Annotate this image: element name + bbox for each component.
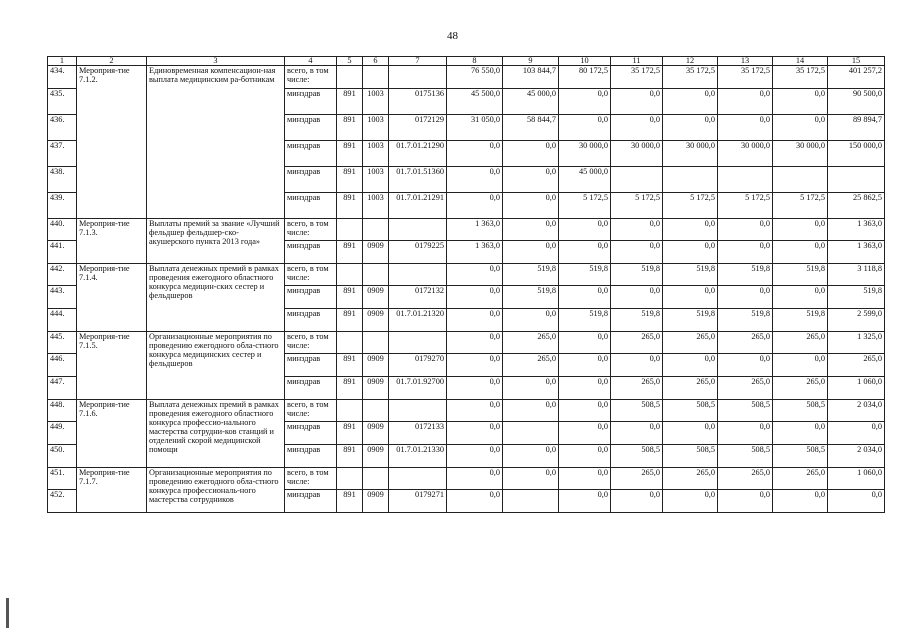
year-value-cell: 103 844,7 bbox=[503, 66, 559, 89]
year-value-cell: 30 000,0 bbox=[718, 141, 773, 167]
event-cell: Мероприя-тие 7.1.3. bbox=[77, 219, 147, 264]
row-number-cell: 448. bbox=[48, 400, 77, 422]
section-code-cell: 1003 bbox=[363, 167, 389, 193]
section-code-cell: 0909 bbox=[363, 309, 389, 332]
budget-code-cell: 891 bbox=[337, 445, 363, 468]
budget-code-cell bbox=[337, 219, 363, 241]
year-value-cell: 519,8 bbox=[773, 309, 828, 332]
year-value-cell: 519,8 bbox=[503, 286, 559, 309]
section-code-cell: 0909 bbox=[363, 354, 389, 377]
executor-cell: всего, в том числе: bbox=[285, 400, 337, 422]
year-value-cell: 0,0 bbox=[559, 422, 611, 445]
target-article-cell bbox=[389, 219, 447, 241]
target-article-cell: 0172133 bbox=[389, 422, 447, 445]
year-value-cell: 0,0 bbox=[773, 219, 828, 241]
year-value-cell: 30 000,0 bbox=[559, 141, 611, 167]
description-cell: Выплата денежных премий в рамках проведения ежегодного областного конкурса профессио-нального мастерства сотрудни-ков станций и отделений скорой медицинской помощи bbox=[147, 400, 285, 468]
scan-edge-mark bbox=[6, 598, 9, 628]
year-value-cell bbox=[718, 167, 773, 193]
year-value-cell: 0,0 bbox=[503, 167, 559, 193]
year-value-cell: 0,0 bbox=[503, 141, 559, 167]
column-header: 11 bbox=[611, 57, 663, 66]
year-value-cell: 265,0 bbox=[718, 332, 773, 354]
year-value-cell: 0,0 bbox=[503, 468, 559, 490]
year-value-cell: 0,0 bbox=[447, 468, 503, 490]
year-value-cell: 265,0 bbox=[663, 332, 718, 354]
column-header: 9 bbox=[503, 57, 559, 66]
year-value-cell: 5 172,5 bbox=[663, 193, 718, 219]
year-value-cell: 519,8 bbox=[663, 309, 718, 332]
year-value-cell: 0,0 bbox=[611, 354, 663, 377]
row-number-cell: 440. bbox=[48, 219, 77, 241]
target-article-cell: 01.7.01.21320 bbox=[389, 309, 447, 332]
total-value-cell: 1 325,0 bbox=[828, 332, 885, 354]
year-value-cell: 5 172,5 bbox=[559, 193, 611, 219]
year-value-cell: 35 172,5 bbox=[773, 66, 828, 89]
year-value-cell bbox=[611, 167, 663, 193]
year-value-cell: 508,5 bbox=[718, 400, 773, 422]
year-value-cell: 0,0 bbox=[773, 354, 828, 377]
row-number-cell: 447. bbox=[48, 377, 77, 400]
year-value-cell: 0,0 bbox=[611, 89, 663, 115]
year-value-cell: 265,0 bbox=[611, 468, 663, 490]
total-value-cell: 1 060,0 bbox=[828, 377, 885, 400]
year-value-cell bbox=[503, 422, 559, 445]
table-body bbox=[48, 66, 885, 513]
year-value-cell: 265,0 bbox=[718, 468, 773, 490]
year-value-cell: 0,0 bbox=[773, 89, 828, 115]
budget-code-cell bbox=[337, 66, 363, 89]
year-value-cell: 0,0 bbox=[503, 193, 559, 219]
total-value-cell: 150 000,0 bbox=[828, 141, 885, 167]
table-row bbox=[48, 264, 885, 286]
year-value-cell: 0,0 bbox=[773, 115, 828, 141]
year-value-cell: 5 172,5 bbox=[611, 193, 663, 219]
row-number-cell: 438. bbox=[48, 167, 77, 193]
section-code-cell: 1003 bbox=[363, 89, 389, 115]
year-value-cell: 519,8 bbox=[559, 264, 611, 286]
year-value-cell: 0,0 bbox=[447, 400, 503, 422]
year-value-cell: 0,0 bbox=[611, 219, 663, 241]
target-article-cell bbox=[389, 332, 447, 354]
total-value-cell: 265,0 bbox=[828, 354, 885, 377]
budget-code-cell: 891 bbox=[337, 141, 363, 167]
year-value-cell: 0,0 bbox=[503, 377, 559, 400]
executor-cell: минздрав bbox=[285, 141, 337, 167]
executor-cell: всего, в том числе: bbox=[285, 219, 337, 241]
year-value-cell: 519,8 bbox=[559, 309, 611, 332]
target-article-cell: 0175136 bbox=[389, 89, 447, 115]
section-code-cell: 0909 bbox=[363, 445, 389, 468]
section-code-cell: 0909 bbox=[363, 286, 389, 309]
year-value-cell: 265,0 bbox=[663, 377, 718, 400]
event-cell: Мероприя-тие 7.1.5. bbox=[77, 332, 147, 400]
executor-cell: минздрав bbox=[285, 241, 337, 264]
year-value-cell: 0,0 bbox=[611, 286, 663, 309]
year-value-cell: 0,0 bbox=[559, 219, 611, 241]
total-value-cell: 1 060,0 bbox=[828, 468, 885, 490]
row-number-cell: 445. bbox=[48, 332, 77, 354]
row-number-cell: 446. bbox=[48, 354, 77, 377]
column-header: 6 bbox=[363, 57, 389, 66]
column-header: 12 bbox=[663, 57, 718, 66]
year-value-cell: 5 172,5 bbox=[773, 193, 828, 219]
year-value-cell: 265,0 bbox=[773, 332, 828, 354]
executor-cell: минздрав bbox=[285, 115, 337, 141]
total-value-cell: 1 363,0 bbox=[828, 241, 885, 264]
year-value-cell: 508,5 bbox=[611, 445, 663, 468]
row-number-cell: 449. bbox=[48, 422, 77, 445]
description-cell: Выплаты премий за звание «Лучший фельдшер фельдшер-ско-акушерского пункта 2013 года» bbox=[147, 219, 285, 264]
column-header: 14 bbox=[773, 57, 828, 66]
year-value-cell: 0,0 bbox=[611, 115, 663, 141]
year-value-cell: 45 500,0 bbox=[447, 89, 503, 115]
description-cell: Единовременная компенсацион-ная выплата медицинским ра-ботникам bbox=[147, 66, 285, 219]
row-number-cell: 443. bbox=[48, 286, 77, 309]
budget-code-cell: 891 bbox=[337, 241, 363, 264]
executor-cell: всего, в том числе: bbox=[285, 468, 337, 490]
target-article-cell bbox=[389, 400, 447, 422]
description-cell: Организационные мероприятия по проведению ежегодного обла-стного конкурса медицинских сестер и фельдшеров bbox=[147, 332, 285, 400]
executor-cell: минздрав bbox=[285, 490, 337, 513]
section-code-cell bbox=[363, 264, 389, 286]
year-value-cell: 45 000,0 bbox=[503, 89, 559, 115]
year-value-cell bbox=[773, 167, 828, 193]
year-value-cell: 265,0 bbox=[718, 377, 773, 400]
year-value-cell: 265,0 bbox=[611, 332, 663, 354]
section-code-cell: 0909 bbox=[363, 490, 389, 513]
table-row bbox=[48, 332, 885, 354]
executor-cell: минздрав bbox=[285, 354, 337, 377]
year-value-cell: 0,0 bbox=[447, 445, 503, 468]
year-value-cell: 0,0 bbox=[447, 167, 503, 193]
year-value-cell: 265,0 bbox=[773, 377, 828, 400]
year-value-cell: 265,0 bbox=[611, 377, 663, 400]
event-cell: Мероприя-тие 7.1.7. bbox=[77, 468, 147, 513]
year-value-cell: 0,0 bbox=[503, 219, 559, 241]
year-value-cell: 45 000,0 bbox=[559, 167, 611, 193]
budget-code-cell: 891 bbox=[337, 377, 363, 400]
total-value-cell: 2 034,0 bbox=[828, 400, 885, 422]
year-value-cell: 0,0 bbox=[663, 241, 718, 264]
year-value-cell: 0,0 bbox=[663, 286, 718, 309]
year-value-cell: 0,0 bbox=[559, 354, 611, 377]
target-article-cell: 01.7.01.21290 bbox=[389, 141, 447, 167]
year-value-cell: 0,0 bbox=[447, 354, 503, 377]
target-article-cell: 01.7.01.51360 bbox=[389, 167, 447, 193]
total-value-cell: 1 363,0 bbox=[828, 219, 885, 241]
year-value-cell: 265,0 bbox=[503, 354, 559, 377]
budget-code-cell: 891 bbox=[337, 354, 363, 377]
row-number-cell: 434. bbox=[48, 66, 77, 89]
year-value-cell: 265,0 bbox=[663, 468, 718, 490]
executor-cell: всего, в том числе: bbox=[285, 66, 337, 89]
target-article-cell bbox=[389, 66, 447, 89]
year-value-cell bbox=[663, 167, 718, 193]
column-number-row bbox=[48, 57, 885, 66]
column-header: 1 bbox=[48, 57, 77, 66]
column-header: 5 bbox=[337, 57, 363, 66]
year-value-cell: 5 172,5 bbox=[718, 193, 773, 219]
column-header: 3 bbox=[147, 57, 285, 66]
year-value-cell: 0,0 bbox=[559, 468, 611, 490]
budget-code-cell bbox=[337, 468, 363, 490]
executor-cell: всего, в том числе: bbox=[285, 332, 337, 354]
year-value-cell: 519,8 bbox=[503, 264, 559, 286]
year-value-cell: 0,0 bbox=[503, 400, 559, 422]
year-value-cell: 0,0 bbox=[663, 115, 718, 141]
section-code-cell bbox=[363, 400, 389, 422]
year-value-cell: 0,0 bbox=[773, 286, 828, 309]
year-value-cell: 30 000,0 bbox=[773, 141, 828, 167]
year-value-cell: 0,0 bbox=[447, 490, 503, 513]
executor-cell: минздрав bbox=[285, 167, 337, 193]
budget-code-cell: 891 bbox=[337, 193, 363, 219]
section-code-cell: 1003 bbox=[363, 141, 389, 167]
year-value-cell: 508,5 bbox=[663, 400, 718, 422]
total-value-cell: 2 599,0 bbox=[828, 309, 885, 332]
year-value-cell: 0,0 bbox=[447, 422, 503, 445]
year-value-cell: 0,0 bbox=[559, 445, 611, 468]
year-value-cell: 508,5 bbox=[773, 400, 828, 422]
year-value-cell: 0,0 bbox=[447, 309, 503, 332]
section-code-cell bbox=[363, 468, 389, 490]
section-code-cell: 1003 bbox=[363, 115, 389, 141]
total-value-cell bbox=[828, 167, 885, 193]
column-header: 15 bbox=[828, 57, 885, 66]
section-code-cell bbox=[363, 332, 389, 354]
executor-cell: всего, в том числе: bbox=[285, 264, 337, 286]
year-value-cell: 0,0 bbox=[447, 264, 503, 286]
year-value-cell: 0,0 bbox=[663, 490, 718, 513]
year-value-cell bbox=[503, 490, 559, 513]
year-value-cell: 0,0 bbox=[447, 377, 503, 400]
year-value-cell: 519,8 bbox=[773, 264, 828, 286]
budget-code-cell: 891 bbox=[337, 490, 363, 513]
section-code-cell: 0909 bbox=[363, 241, 389, 264]
year-value-cell: 0,0 bbox=[559, 490, 611, 513]
year-value-cell: 0,0 bbox=[718, 422, 773, 445]
year-value-cell: 35 172,5 bbox=[718, 66, 773, 89]
year-value-cell: 0,0 bbox=[559, 286, 611, 309]
year-value-cell: 0,0 bbox=[447, 193, 503, 219]
year-value-cell: 0,0 bbox=[773, 422, 828, 445]
year-value-cell: 0,0 bbox=[773, 241, 828, 264]
event-cell: Мероприя-тие 7.1.2. bbox=[77, 66, 147, 219]
table-row bbox=[48, 66, 885, 89]
section-code-cell: 0909 bbox=[363, 377, 389, 400]
executor-cell: минздрав bbox=[285, 286, 337, 309]
section-code-cell: 0909 bbox=[363, 422, 389, 445]
year-value-cell: 0,0 bbox=[447, 141, 503, 167]
year-value-cell: 0,0 bbox=[663, 354, 718, 377]
total-value-cell: 3 118,8 bbox=[828, 264, 885, 286]
description-cell: Выплата денежных премий в рамках проведения ежегодного областного конкурса медицин-ских сестер и фельдшеров bbox=[147, 264, 285, 332]
year-value-cell: 0,0 bbox=[559, 115, 611, 141]
year-value-cell: 0,0 bbox=[611, 241, 663, 264]
budget-code-cell bbox=[337, 264, 363, 286]
year-value-cell: 0,0 bbox=[718, 89, 773, 115]
event-cell: Мероприя-тие 7.1.6. bbox=[77, 400, 147, 468]
year-value-cell: 30 000,0 bbox=[663, 141, 718, 167]
budget-table bbox=[47, 56, 885, 513]
year-value-cell: 265,0 bbox=[773, 468, 828, 490]
year-value-cell: 508,5 bbox=[611, 400, 663, 422]
year-value-cell: 508,5 bbox=[773, 445, 828, 468]
year-value-cell: 0,0 bbox=[503, 445, 559, 468]
year-value-cell: 519,8 bbox=[611, 264, 663, 286]
budget-code-cell bbox=[337, 400, 363, 422]
row-number-cell: 442. bbox=[48, 264, 77, 286]
executor-cell: минздрав bbox=[285, 193, 337, 219]
row-number-cell: 435. bbox=[48, 89, 77, 115]
year-value-cell: 0,0 bbox=[559, 377, 611, 400]
description-cell: Организационные мероприятия по проведению ежегодного обла-стного конкурса профессиональ-ного мастерства сотрудников bbox=[147, 468, 285, 513]
total-value-cell: 25 862,5 bbox=[828, 193, 885, 219]
column-header: 2 bbox=[77, 57, 147, 66]
year-value-cell: 0,0 bbox=[503, 241, 559, 264]
budget-code-cell: 891 bbox=[337, 167, 363, 193]
target-article-cell: 0179225 bbox=[389, 241, 447, 264]
year-value-cell: 31 050,0 bbox=[447, 115, 503, 141]
table-row bbox=[48, 468, 885, 490]
year-value-cell: 30 000,0 bbox=[611, 141, 663, 167]
target-article-cell bbox=[389, 468, 447, 490]
year-value-cell: 80 172,5 bbox=[559, 66, 611, 89]
row-number-cell: 452. bbox=[48, 490, 77, 513]
budget-code-cell: 891 bbox=[337, 89, 363, 115]
page-number: 48 bbox=[447, 30, 458, 42]
year-value-cell: 0,0 bbox=[663, 422, 718, 445]
section-code-cell: 1003 bbox=[363, 193, 389, 219]
column-header: 10 bbox=[559, 57, 611, 66]
year-value-cell: 1 363,0 bbox=[447, 219, 503, 241]
year-value-cell: 508,5 bbox=[718, 445, 773, 468]
budget-code-cell: 891 bbox=[337, 422, 363, 445]
year-value-cell: 35 172,5 bbox=[663, 66, 718, 89]
year-value-cell: 0,0 bbox=[503, 309, 559, 332]
section-code-cell bbox=[363, 219, 389, 241]
year-value-cell: 35 172,5 bbox=[611, 66, 663, 89]
year-value-cell: 0,0 bbox=[447, 332, 503, 354]
year-value-cell: 0,0 bbox=[559, 89, 611, 115]
budget-code-cell bbox=[337, 332, 363, 354]
year-value-cell: 0,0 bbox=[559, 241, 611, 264]
column-header: 7 bbox=[389, 57, 447, 66]
target-article-cell: 0179271 bbox=[389, 490, 447, 513]
year-value-cell: 58 844,7 bbox=[503, 115, 559, 141]
year-value-cell: 0,0 bbox=[718, 115, 773, 141]
budget-code-cell: 891 bbox=[337, 115, 363, 141]
year-value-cell: 0,0 bbox=[718, 241, 773, 264]
row-number-cell: 451. bbox=[48, 468, 77, 490]
target-article-cell bbox=[389, 264, 447, 286]
year-value-cell: 76 550,0 bbox=[447, 66, 503, 89]
total-value-cell: 519,8 bbox=[828, 286, 885, 309]
year-value-cell: 0,0 bbox=[663, 219, 718, 241]
executor-cell: минздрав bbox=[285, 89, 337, 115]
row-number-cell: 450. bbox=[48, 445, 77, 468]
year-value-cell: 1 363,0 bbox=[447, 241, 503, 264]
total-value-cell: 0,0 bbox=[828, 422, 885, 445]
year-value-cell: 0,0 bbox=[773, 490, 828, 513]
budget-code-cell: 891 bbox=[337, 286, 363, 309]
year-value-cell: 519,8 bbox=[718, 309, 773, 332]
year-value-cell: 0,0 bbox=[559, 400, 611, 422]
year-value-cell: 519,8 bbox=[718, 264, 773, 286]
year-value-cell: 0,0 bbox=[447, 286, 503, 309]
year-value-cell: 0,0 bbox=[718, 490, 773, 513]
total-value-cell: 2 034,0 bbox=[828, 445, 885, 468]
target-article-cell: 0172132 bbox=[389, 286, 447, 309]
year-value-cell: 0,0 bbox=[718, 286, 773, 309]
table-row bbox=[48, 219, 885, 241]
executor-cell: минздрав bbox=[285, 377, 337, 400]
row-number-cell: 436. bbox=[48, 115, 77, 141]
column-header: 8 bbox=[447, 57, 503, 66]
event-cell: Мероприя-тие 7.1.4. bbox=[77, 264, 147, 332]
row-number-cell: 439. bbox=[48, 193, 77, 219]
budget-code-cell: 891 bbox=[337, 309, 363, 332]
executor-cell: минздрав bbox=[285, 445, 337, 468]
year-value-cell: 265,0 bbox=[503, 332, 559, 354]
target-article-cell: 01.7.01.92700 bbox=[389, 377, 447, 400]
column-header: 4 bbox=[285, 57, 337, 66]
year-value-cell: 0,0 bbox=[663, 89, 718, 115]
total-value-cell: 0,0 bbox=[828, 490, 885, 513]
row-number-cell: 437. bbox=[48, 141, 77, 167]
section-code-cell bbox=[363, 66, 389, 89]
target-article-cell: 01.7.01.21330 bbox=[389, 445, 447, 468]
year-value-cell: 0,0 bbox=[718, 219, 773, 241]
target-article-cell: 0179270 bbox=[389, 354, 447, 377]
year-value-cell: 0,0 bbox=[559, 332, 611, 354]
total-value-cell: 401 257,2 bbox=[828, 66, 885, 89]
table-row bbox=[48, 400, 885, 422]
year-value-cell: 0,0 bbox=[718, 354, 773, 377]
year-value-cell: 0,0 bbox=[611, 490, 663, 513]
row-number-cell: 444. bbox=[48, 309, 77, 332]
target-article-cell: 01.7.01.21291 bbox=[389, 193, 447, 219]
executor-cell: минздрав bbox=[285, 422, 337, 445]
year-value-cell: 0,0 bbox=[611, 422, 663, 445]
row-number-cell: 441. bbox=[48, 241, 77, 264]
total-value-cell: 90 500,0 bbox=[828, 89, 885, 115]
total-value-cell: 89 894,7 bbox=[828, 115, 885, 141]
column-header: 13 bbox=[718, 57, 773, 66]
year-value-cell: 508,5 bbox=[663, 445, 718, 468]
target-article-cell: 0172129 bbox=[389, 115, 447, 141]
executor-cell: минздрав bbox=[285, 309, 337, 332]
year-value-cell: 519,8 bbox=[611, 309, 663, 332]
year-value-cell: 519,8 bbox=[663, 264, 718, 286]
